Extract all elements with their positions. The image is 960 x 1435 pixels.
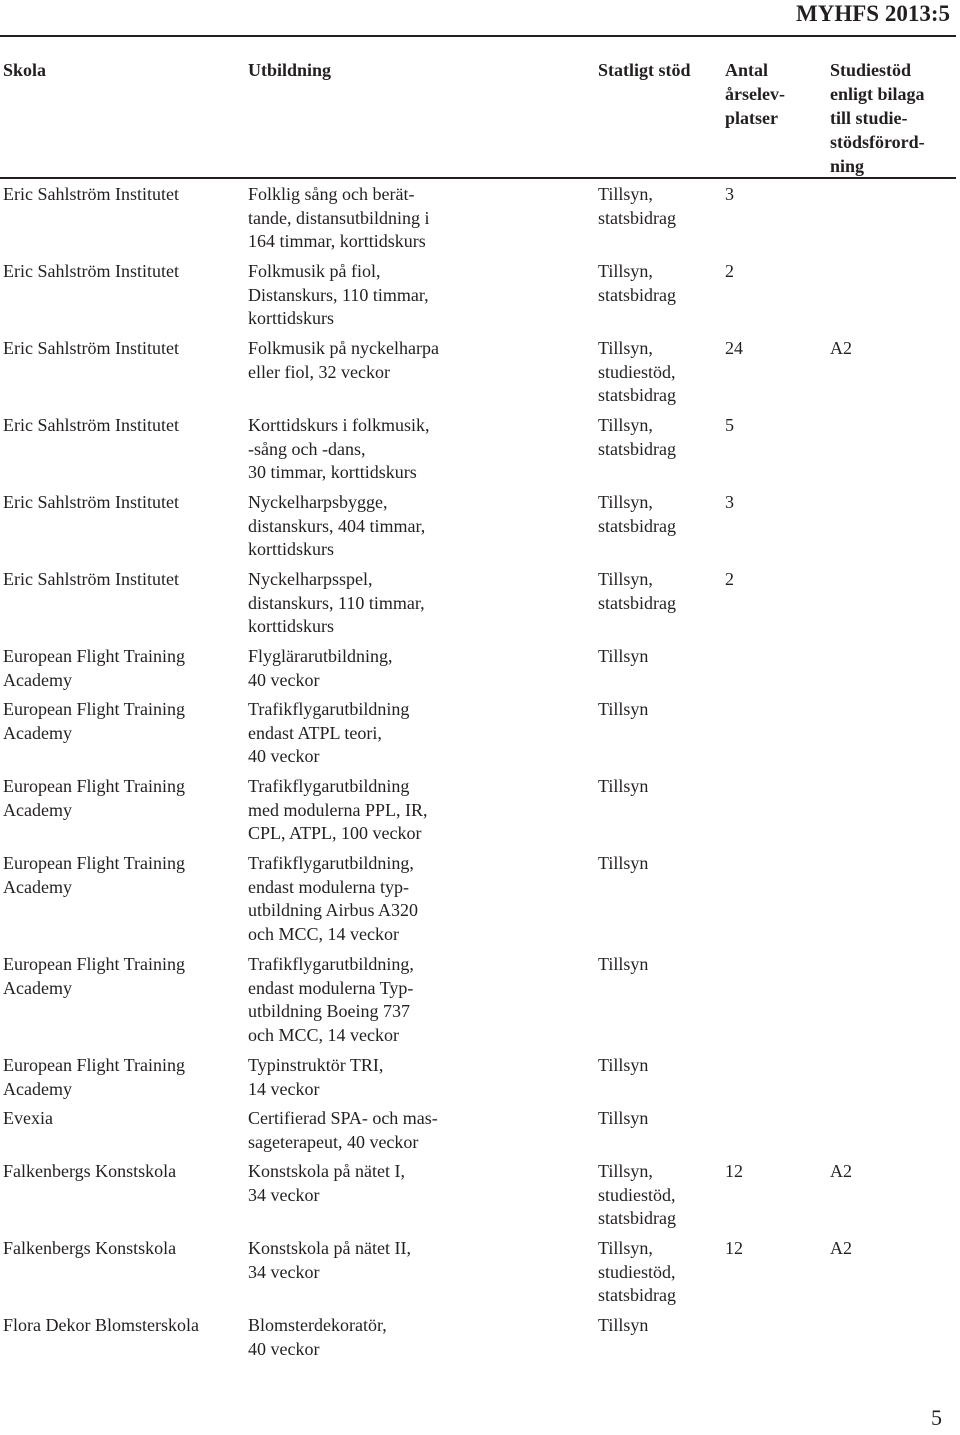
cell-statligt-stod: Tillsyn [598,1315,649,1335]
table-row [0,1237,960,1314]
cell-skola: Falkenbergs Konstskola [3,1238,177,1258]
cell-skola: European Flight Training Academy [3,699,186,743]
cell-utbildning: Nyckelharpsbygge, distanskurs, 404 timmar, korttidskurs [248,492,426,560]
cell-skola: Eric Sahlström Institutet [3,492,179,512]
cell-skola: Eric Sahlström Institutet [3,415,179,435]
header-utbildning: Utbildning [248,60,332,80]
cell-statligt-stod: Tillsyn [598,853,649,873]
document-code: MYHFS 2013:5 [796,1,950,26]
cell-skola: Flora Dekor Blomsterskola [3,1315,199,1335]
header-statligt-stod: Statligt stöd [598,60,691,80]
cell-utbildning: Konstskola på nätet I, 34 veckor [248,1161,405,1205]
cell-skola: European Flight Training Academy [3,646,186,690]
cell-skola: European Flight Training Academy [3,954,186,998]
cell-statligt-stod: Tillsyn, studiestöd, statsbidrag [598,1238,676,1306]
table-row [0,337,960,414]
cell-statligt-stod: Tillsyn [598,954,649,974]
table-row [0,698,960,775]
cell-skola: European Flight Training Academy [3,853,186,897]
header-top-rule [0,35,956,37]
cell-skola: European Flight Training Academy [3,776,186,820]
cell-skola: European Flight Training Academy [3,1055,186,1099]
cell-antal: 2 [725,261,734,281]
cell-antal: 3 [725,184,734,204]
cell-skola: Eric Sahlström Institutet [3,338,179,358]
table-row [0,183,960,260]
cell-utbildning: Blomsterdekoratör, 40 veckor [248,1315,387,1359]
table-row [0,260,960,337]
cell-skola: Falkenbergs Konstskola [3,1161,177,1181]
cell-antal: 12 [725,1161,743,1181]
cell-utbildning: Certifierad SPA- och mas- sageterapeut, 40 veckor [248,1108,438,1152]
cell-utbildning: Folklig sång och berät- tande, distansutbildning i 164 timmar, korttidskurs [248,184,430,252]
cell-statligt-stod: Tillsyn [598,699,649,719]
header-studiestod: Studiestöd enligt bilaga till studie- stödsförord- ning [830,60,925,176]
cell-statligt-stod: Tillsyn, statsbidrag [598,261,676,305]
cell-statligt-stod: Tillsyn, statsbidrag [598,492,676,536]
table-row [0,953,960,1054]
cell-skola: Eric Sahlström Institutet [3,261,179,281]
table-row [0,1107,960,1160]
cell-statligt-stod: Tillsyn, statsbidrag [598,569,676,613]
table-row [0,1314,960,1367]
cell-statligt-stod: Tillsyn [598,776,649,796]
cell-utbildning: Trafikflygarutbildning endast ATPL teori, 40 veckor [248,699,410,767]
cell-utbildning: Trafikflygarutbildning med modulerna PPL, IR, CPL, ATPL, 100 veckor [248,776,428,844]
table-row [0,568,960,645]
table-row [0,645,960,698]
cell-statligt-stod: Tillsyn [598,646,649,666]
cell-studiestod: A2 [830,1161,852,1181]
table-row [0,852,960,953]
header-skola: Skola [3,60,47,80]
table-row [0,1160,960,1237]
cell-utbildning: Trafikflygarutbildning, endast modulerna Typ- utbildning Boeing 737 och MCC, 14 veckor [248,954,414,1046]
cell-antal: 24 [725,338,743,358]
cell-statligt-stod: Tillsyn, studiestöd, statsbidrag [598,338,676,406]
cell-antal: 5 [725,415,734,435]
cell-statligt-stod: Tillsyn, statsbidrag [598,415,676,459]
cell-studiestod: A2 [830,1238,852,1258]
cell-antal: 12 [725,1238,743,1258]
cell-statligt-stod: Tillsyn [598,1055,649,1075]
cell-statligt-stod: Tillsyn, statsbidrag [598,184,676,228]
cell-utbildning: Nyckelharpsspel, distanskurs, 110 timmar, korttidskurs [248,569,425,637]
cell-statligt-stod: Tillsyn [598,1108,649,1128]
header-antal: Antal årselev- platser [725,60,785,128]
cell-utbildning: Folkmusik på nyckelharpa eller fiol, 32 veckor [248,338,439,382]
cell-utbildning: Konstskola på nätet II, 34 veckor [248,1238,411,1282]
table-row [0,775,960,852]
cell-utbildning: Flyglärarutbildning, 40 veckor [248,646,393,690]
cell-skola: Evexia [3,1108,53,1128]
header-bottom-rule [0,177,956,179]
table-row [0,414,960,491]
table-row [0,1054,960,1107]
cell-utbildning: Trafikflygarutbildning, endast modulerna typ- utbildning Airbus A320 och MCC, 14 veckor [248,853,419,945]
table-row [0,491,960,568]
cell-antal: 3 [725,492,734,512]
table-body [0,183,960,1367]
cell-utbildning: Korttidskurs i folkmusik, -sång och -dans, 30 timmar, korttidskurs [248,415,430,483]
page-number: 5 [931,1405,942,1430]
cell-skola: Eric Sahlström Institutet [3,184,179,204]
cell-statligt-stod: Tillsyn, studiestöd, statsbidrag [598,1161,676,1229]
cell-studiestod: A2 [830,338,852,358]
cell-skola: Eric Sahlström Institutet [3,569,179,589]
cell-utbildning: Typinstruktör TRI, 14 veckor [248,1055,384,1099]
cell-antal: 2 [725,569,734,589]
cell-utbildning: Folkmusik på fiol, Distanskurs, 110 timmar, korttidskurs [248,261,429,329]
